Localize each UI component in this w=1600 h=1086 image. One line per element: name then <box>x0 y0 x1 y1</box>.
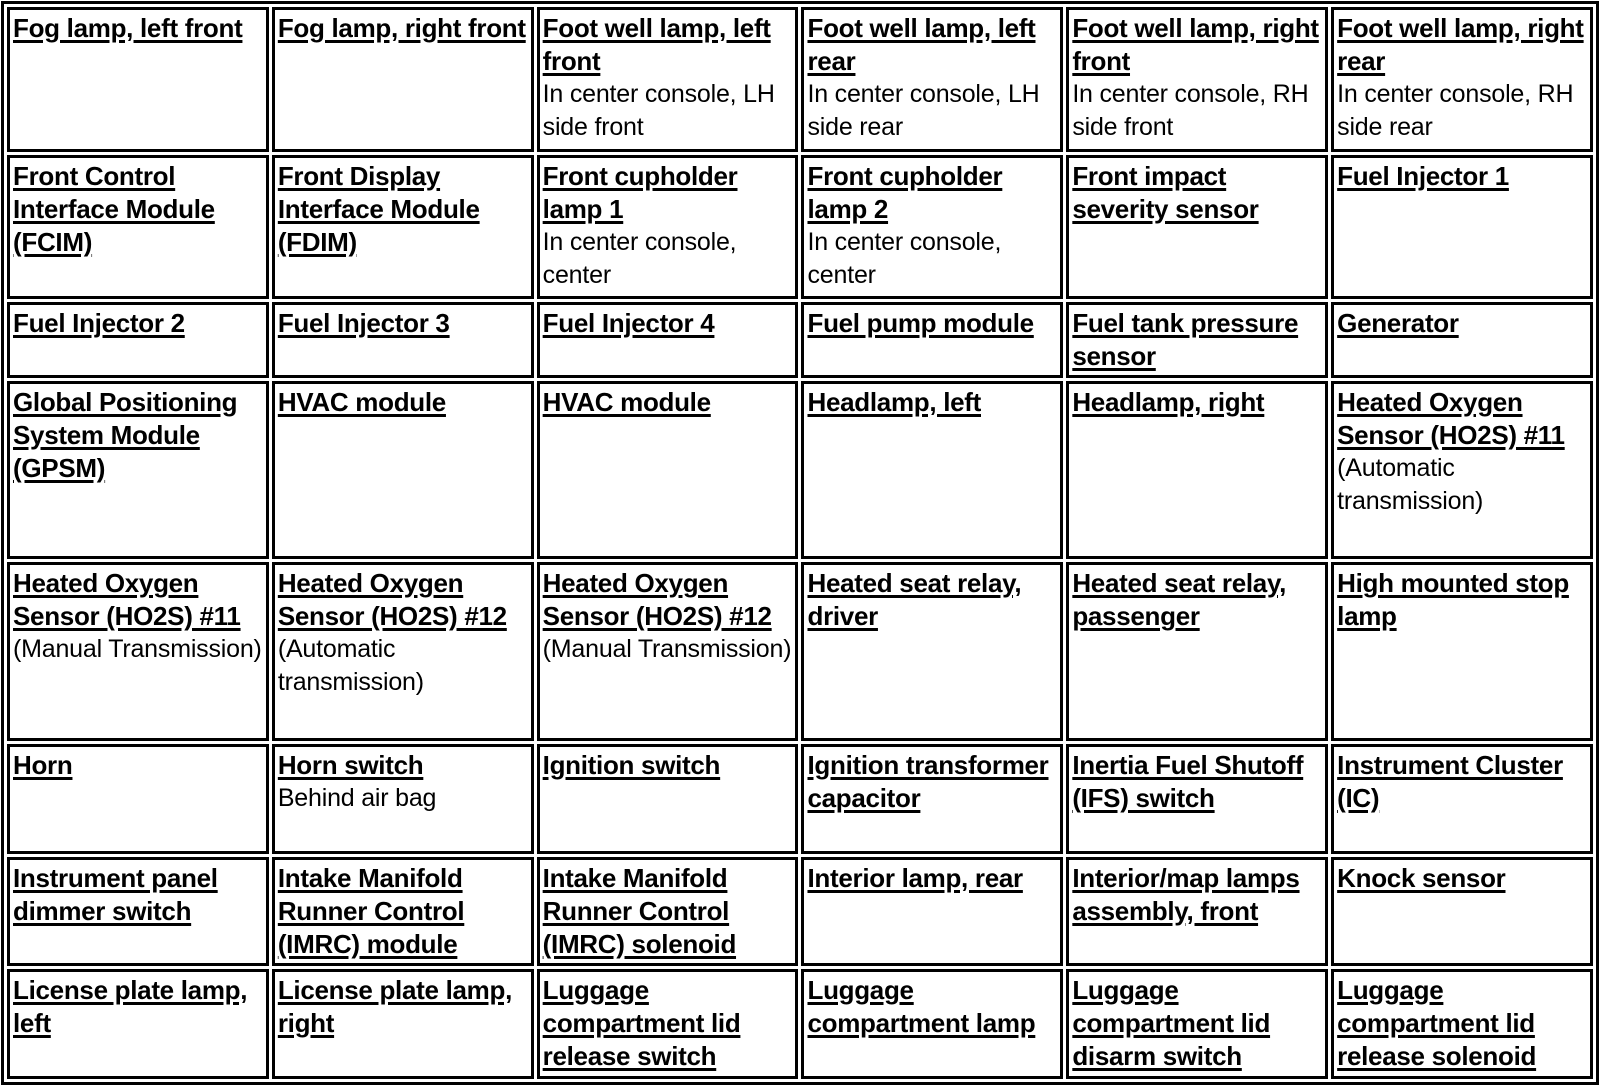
table-cell <box>801 562 1063 740</box>
table-cell <box>7 302 269 378</box>
component-link[interactable]: Fuel Injector 3 <box>277 308 450 339</box>
table-cell <box>7 969 269 1079</box>
component-link[interactable]: Horn <box>13 749 73 780</box>
table-cell <box>537 302 799 378</box>
component-location-text: (Manual Transmission) <box>542 635 792 664</box>
table-cell <box>1331 969 1593 1079</box>
component-link[interactable]: Inertia Fuel Shutoff (IFS) switch <box>1072 749 1304 813</box>
component-link[interactable]: Generator <box>1337 308 1459 339</box>
table-cell <box>1066 744 1328 854</box>
component-link[interactable]: Heated seat relay, driver <box>807 568 1022 632</box>
component-link[interactable]: Heated Oxygen Sensor (HO2S) #11 <box>1337 387 1565 450</box>
table-row <box>7 969 1593 1079</box>
table-row <box>7 562 1593 740</box>
table-cell <box>7 857 269 967</box>
component-link[interactable]: Heated Oxygen Sensor (HO2S) #12 <box>277 568 507 632</box>
component-link[interactable]: Heated Oxygen Sensor (HO2S) #12 <box>542 568 772 632</box>
component-link[interactable]: Intake Manifold Runner Control (IMRC) solenoid <box>542 862 737 959</box>
table-cell <box>1331 155 1593 300</box>
table-cell <box>272 857 534 967</box>
component-link[interactable]: License plate lamp, right <box>277 975 512 1039</box>
component-link[interactable]: Global Positioning System Module (GPSM) <box>13 387 238 483</box>
table-cell <box>7 744 269 854</box>
component-link[interactable]: Front cupholder lamp 1 <box>542 160 738 224</box>
component-link[interactable]: HVAC module <box>542 387 711 417</box>
table-cell <box>537 969 799 1079</box>
component-link[interactable]: Interior/map lamps assembly, front <box>1072 862 1300 926</box>
component-link[interactable]: Front cupholder lamp 2 <box>807 160 1003 224</box>
component-link[interactable]: Fog lamp, right front <box>277 13 526 43</box>
component-link[interactable]: Headlamp, left <box>807 387 981 417</box>
component-location-text: In center console, center <box>807 227 1002 289</box>
component-link[interactable]: Instrument Cluster (IC) <box>1337 749 1563 813</box>
table-cell <box>1066 7 1328 152</box>
component-link[interactable]: Horn switch <box>277 749 424 780</box>
component-link[interactable]: HVAC module <box>277 387 446 417</box>
component-link[interactable]: Instrument panel dimmer switch <box>13 862 218 926</box>
table-cell <box>7 155 269 300</box>
table-cell <box>1066 302 1328 378</box>
component-location-text: (Automatic transmission) <box>1337 454 1484 515</box>
table-cell <box>1066 969 1328 1079</box>
component-link[interactable]: Luggage compartment lid disarm switch <box>1072 975 1271 1072</box>
table-row <box>7 302 1593 378</box>
component-link[interactable]: Front impact severity sensor <box>1072 160 1259 224</box>
table-cell <box>537 744 799 854</box>
component-link[interactable]: Headlamp, right <box>1072 387 1265 417</box>
table-cell <box>537 155 799 300</box>
component-location-text: In center console, LH side front <box>542 80 775 141</box>
table-cell <box>801 302 1063 378</box>
table-row <box>7 381 1593 559</box>
table-cell <box>801 969 1063 1079</box>
table-row <box>7 7 1593 152</box>
component-location-table <box>1 1 1599 1085</box>
table-cell <box>801 381 1063 559</box>
component-link[interactable]: Foot well lamp, right front <box>1072 13 1319 76</box>
component-link[interactable]: High mounted stop lamp <box>1337 568 1569 632</box>
component-link[interactable]: Fuel pump module <box>807 308 1034 339</box>
table-cell <box>1331 562 1593 740</box>
table-cell <box>1066 562 1328 740</box>
table-cell <box>801 857 1063 967</box>
component-link[interactable]: License plate lamp, left <box>13 975 248 1039</box>
component-link[interactable]: Intake Manifold Runner Control (IMRC) module <box>277 862 465 959</box>
component-link[interactable]: Interior lamp, rear <box>807 862 1023 893</box>
component-link[interactable]: Front Display Interface Module (FDIM) <box>277 160 480 257</box>
table-cell <box>537 7 799 152</box>
component-link[interactable]: Foot well lamp, right rear <box>1337 13 1584 76</box>
component-location-text: (Automatic transmission) <box>277 635 424 697</box>
table-row <box>7 744 1593 854</box>
component-location-text: In center console, LH side rear <box>807 80 1040 141</box>
component-location-text: In center console, RH side rear <box>1337 80 1574 141</box>
component-link[interactable]: Knock sensor <box>1337 862 1506 893</box>
component-location-text: Behind air bag <box>277 783 437 812</box>
table-cell <box>1331 381 1593 559</box>
component-location-text: In center console, center <box>542 227 737 289</box>
component-link[interactable]: Fuel Injector 1 <box>1337 160 1509 191</box>
component-link[interactable]: Fuel Injector 2 <box>13 308 185 339</box>
component-link[interactable]: Luggage compartment lid release switch <box>542 975 741 1072</box>
table-cell <box>7 7 269 152</box>
component-location-text: In center console, RH side front <box>1072 80 1309 141</box>
table-cell <box>801 7 1063 152</box>
table-row <box>7 857 1593 967</box>
table-cell <box>801 744 1063 854</box>
table-cell <box>537 857 799 967</box>
component-link[interactable]: Foot well lamp, left front <box>542 13 771 76</box>
component-link[interactable]: Foot well lamp, left rear <box>807 13 1036 76</box>
component-link[interactable]: Fuel tank pressure sensor <box>1072 308 1299 372</box>
table-cell <box>537 381 799 559</box>
table-cell <box>272 381 534 559</box>
table-cell <box>272 969 534 1079</box>
table-cell <box>1066 155 1328 300</box>
component-link[interactable]: Fog lamp, left front <box>13 13 243 43</box>
table-cell <box>1331 302 1593 378</box>
table-cell <box>1066 857 1328 967</box>
table-cell <box>7 562 269 740</box>
component-link[interactable]: Luggage compartment lamp <box>807 975 1036 1039</box>
table-cell <box>272 744 534 854</box>
component-link[interactable]: Front Control Interface Module (FCIM) <box>13 160 215 257</box>
component-link[interactable]: Heated Oxygen Sensor (HO2S) #11 <box>13 568 241 632</box>
table-cell <box>7 381 269 559</box>
component-link[interactable]: Ignition transformer capacitor <box>807 749 1049 813</box>
table-cell <box>801 155 1063 300</box>
component-link[interactable]: Fuel Injector 4 <box>542 308 715 339</box>
component-link[interactable]: Luggage compartment lid release solenoid <box>1337 975 1537 1072</box>
table-row <box>7 155 1593 300</box>
component-link[interactable]: Ignition switch <box>542 749 721 780</box>
component-link[interactable]: Heated seat relay, passenger <box>1072 568 1287 632</box>
table-cell <box>272 155 534 300</box>
table-cell <box>1331 857 1593 967</box>
table-cell <box>1331 7 1593 152</box>
table-cell <box>1331 744 1593 854</box>
table-cell <box>272 7 534 152</box>
table-cell <box>272 562 534 740</box>
table-cell <box>1066 381 1328 559</box>
component-location-text: (Manual Transmission) <box>13 635 262 664</box>
table-cell <box>537 562 799 740</box>
table-cell <box>272 302 534 378</box>
